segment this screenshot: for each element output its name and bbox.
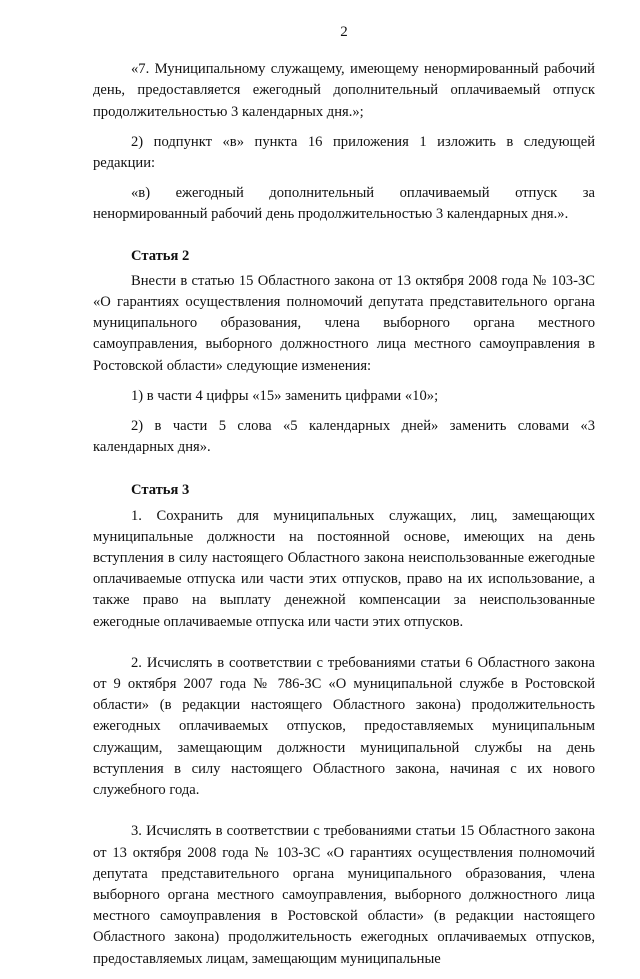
article-2-paragraph-1: 1) в части 4 цифры «15» заменить цифрами «10»; [131,387,439,404]
paragraph-clause-7: «7. Муниципальному служащему, имеющему ненормированный рабочий день, предоставляется ежегодный дополнительный оплачиваемый отпуск продолжительностью 3 календарных дня.»; [93,61,595,120]
article-2-paragraph-intro: Внести в статью 15 Областного закона от 13 октября 2008 года № 103-ЗС «О гарантиях осуществления полномочий депутата представительного органа муниципального образования, члена выборного органа местного самоуправления, выборного должностного лица местного самоуправления в Ростовской области» следующие изменения: [93,272,595,374]
article-2-heading: Статья 2 [131,247,190,264]
paragraph-clause-v: «в) ежегодный дополнительный оплачиваемый отпуск за ненормированный рабочий день продолжительностью 3 календарных дня.». [93,185,595,223]
page-number: 2 [340,24,348,40]
article-3-paragraph-2: 2. Исчислять в соответствии с требованиями статьи 6 Областного закона от 9 октября 2007 года № 786-ЗС «О муниципальной службе в Ростовской области» (в редакции настоящего Областного закона) продолжительность ежегодных оплачиваемых отпусков, предоставляемых муниципальным служащим, замещающим должности муниципальной службы на день вступления в силу настоящего Областного закона, начиная с их нового служебного года. [93,654,595,799]
document-page [93,22,595,979]
article-3-paragraph-3: 3. Исчислять в соответствии с требованиями статьи 15 Областного закона от 13 октября 2008 года № 103-ЗС «О гарантиях осуществления полномочий депутата представительного органа муниципального образования, члена выборного органа местного самоуправления, выборного должностного лица местного самоуправления в Ростовской области» (в редакции настоящего Областного закона) продолжительность ежегодных оплачиваемых отпусков, предоставляемых лицам, замещающим муниципальные [93,823,595,967]
paragraph-subclause-2: 2) подпункт «в» пункта 16 приложения 1 изложить в следующей редакции: [93,133,595,172]
article-3-heading: Статья 3 [131,482,190,499]
article-3-paragraph-1: 1. Сохранить для муниципальных служащих, лиц, замещающих муниципальные должности на постоянной основе, имеющих на день вступления в силу настоящего Областного закона неиспользованные ежегодные оплачиваемые отпуска или части этих отпусков, право на их использование, а также право на выплату денежной компенсации за неиспользованные ежегодные оплачиваемые отпуска или части этих отпусков. [93,507,595,630]
article-2-paragraph-2: 2) в части 5 слова «5 календарных дней» заменить словами «3 календарных дня». [93,418,595,456]
